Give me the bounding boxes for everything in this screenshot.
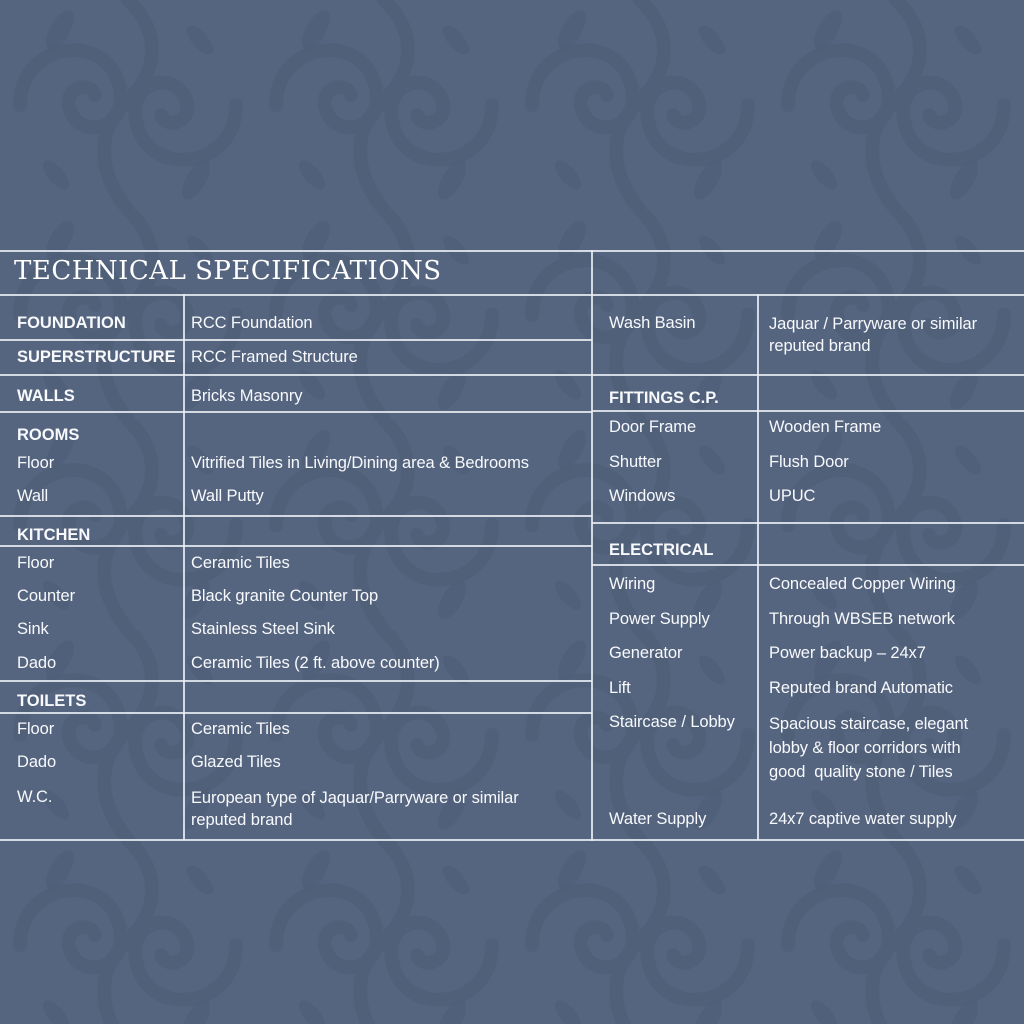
fittings-door-frame-value: Wooden Frame [769, 418, 882, 436]
electrical-heading: ELECTRICAL [609, 541, 714, 559]
fittings-shutter-label: Shutter [609, 453, 662, 471]
superstructure-value: RCC Framed Structure [191, 348, 358, 366]
superstructure-label: SUPERSTRUCTURE [17, 348, 176, 366]
electrical-lift-value: Reputed brand Automatic [769, 679, 953, 697]
electrical-power-supply-value: Through WBSEB network [769, 610, 955, 628]
divider-left [0, 294, 592, 296]
divider-right [592, 374, 1024, 376]
electrical-generator-value: Power backup – 24x7 [769, 644, 926, 662]
kitchen-dado-value: Ceramic Tiles (2 ft. above counter) [191, 654, 440, 672]
divider-left [0, 680, 592, 682]
kitchen-heading: KITCHEN [17, 526, 91, 544]
rooms-wall-label: Wall [17, 487, 49, 505]
page-title: TECHNICAL SPECIFICATIONS [14, 256, 442, 286]
divider-right [592, 410, 1024, 412]
electrical-lift-label: Lift [609, 679, 631, 697]
fittings-windows-label: Windows [609, 487, 676, 505]
electrical-wiring-label: Wiring [609, 575, 656, 593]
electrical-water-supply-value: 24x7 captive water supply [769, 810, 957, 828]
kitchen-sink-label: Sink [17, 620, 49, 638]
wash-basin-label: Wash Basin [609, 314, 696, 332]
rooms-heading: ROOMS [17, 426, 80, 444]
toilets-floor-label: Floor [17, 720, 55, 738]
divider-right [592, 294, 1024, 296]
electrical-generator-label: Generator [609, 644, 683, 662]
rooms-floor-value: Vitrified Tiles in Living/Dining area & Bedrooms [191, 454, 529, 472]
fittings-windows-value: UPUC [769, 487, 816, 505]
toilets-floor-value: Ceramic Tiles [191, 720, 290, 738]
divider-left [0, 339, 592, 341]
kitchen-sink-value: Stainless Steel Sink [191, 620, 335, 638]
divider-left [0, 545, 592, 547]
walls-label: WALLS [17, 387, 75, 405]
toilets-wc-label: W.C. [17, 788, 53, 806]
electrical-staircase-value: Spacious staircase, elegant lobby & floor corridors with good quality stone / Tiles [769, 715, 973, 781]
fittings-door-frame-label: Door Frame [609, 418, 697, 436]
foundation-value: RCC Foundation [191, 314, 313, 332]
electrical-wiring-value: Concealed Copper Wiring [769, 575, 956, 593]
electrical-power-supply-label: Power Supply [609, 610, 710, 628]
rooms-floor-label: Floor [17, 454, 55, 472]
toilets-dado-value: Glazed Tiles [191, 753, 281, 771]
divider-right [592, 522, 1024, 524]
divider-left [0, 374, 592, 376]
walls-value: Bricks Masonry [191, 387, 303, 405]
kitchen-counter-value: Black granite Counter Top [191, 587, 379, 605]
kitchen-dado-label: Dado [17, 654, 57, 672]
table-border-top [0, 250, 1024, 252]
divider-left [0, 712, 592, 714]
toilets-wc-value: European type of Jaquar/Parryware or similar reputed brand [191, 789, 519, 829]
rooms-wall-value: Wall Putty [191, 487, 264, 505]
electrical-water-supply-label: Water Supply [609, 810, 707, 828]
divider-left [0, 515, 592, 517]
electrical-staircase-label: Staircase / Lobby [609, 713, 735, 731]
fittings-heading: FITTINGS C.P. [609, 389, 719, 407]
kitchen-counter-label: Counter [17, 587, 76, 605]
divider-left [0, 411, 592, 413]
foundation-label: FOUNDATION [17, 314, 126, 332]
fittings-shutter-value: Flush Door [769, 453, 849, 471]
wash-basin-value: Jaquar / Parryware or similar reputed brand [769, 315, 977, 355]
kitchen-floor-label: Floor [17, 554, 55, 572]
divider-right [592, 564, 1024, 566]
kitchen-floor-value: Ceramic Tiles [191, 554, 290, 572]
table-border-bottom [0, 839, 1024, 841]
toilets-heading: TOILETS [17, 692, 87, 710]
toilets-dado-label: Dado [17, 753, 57, 771]
